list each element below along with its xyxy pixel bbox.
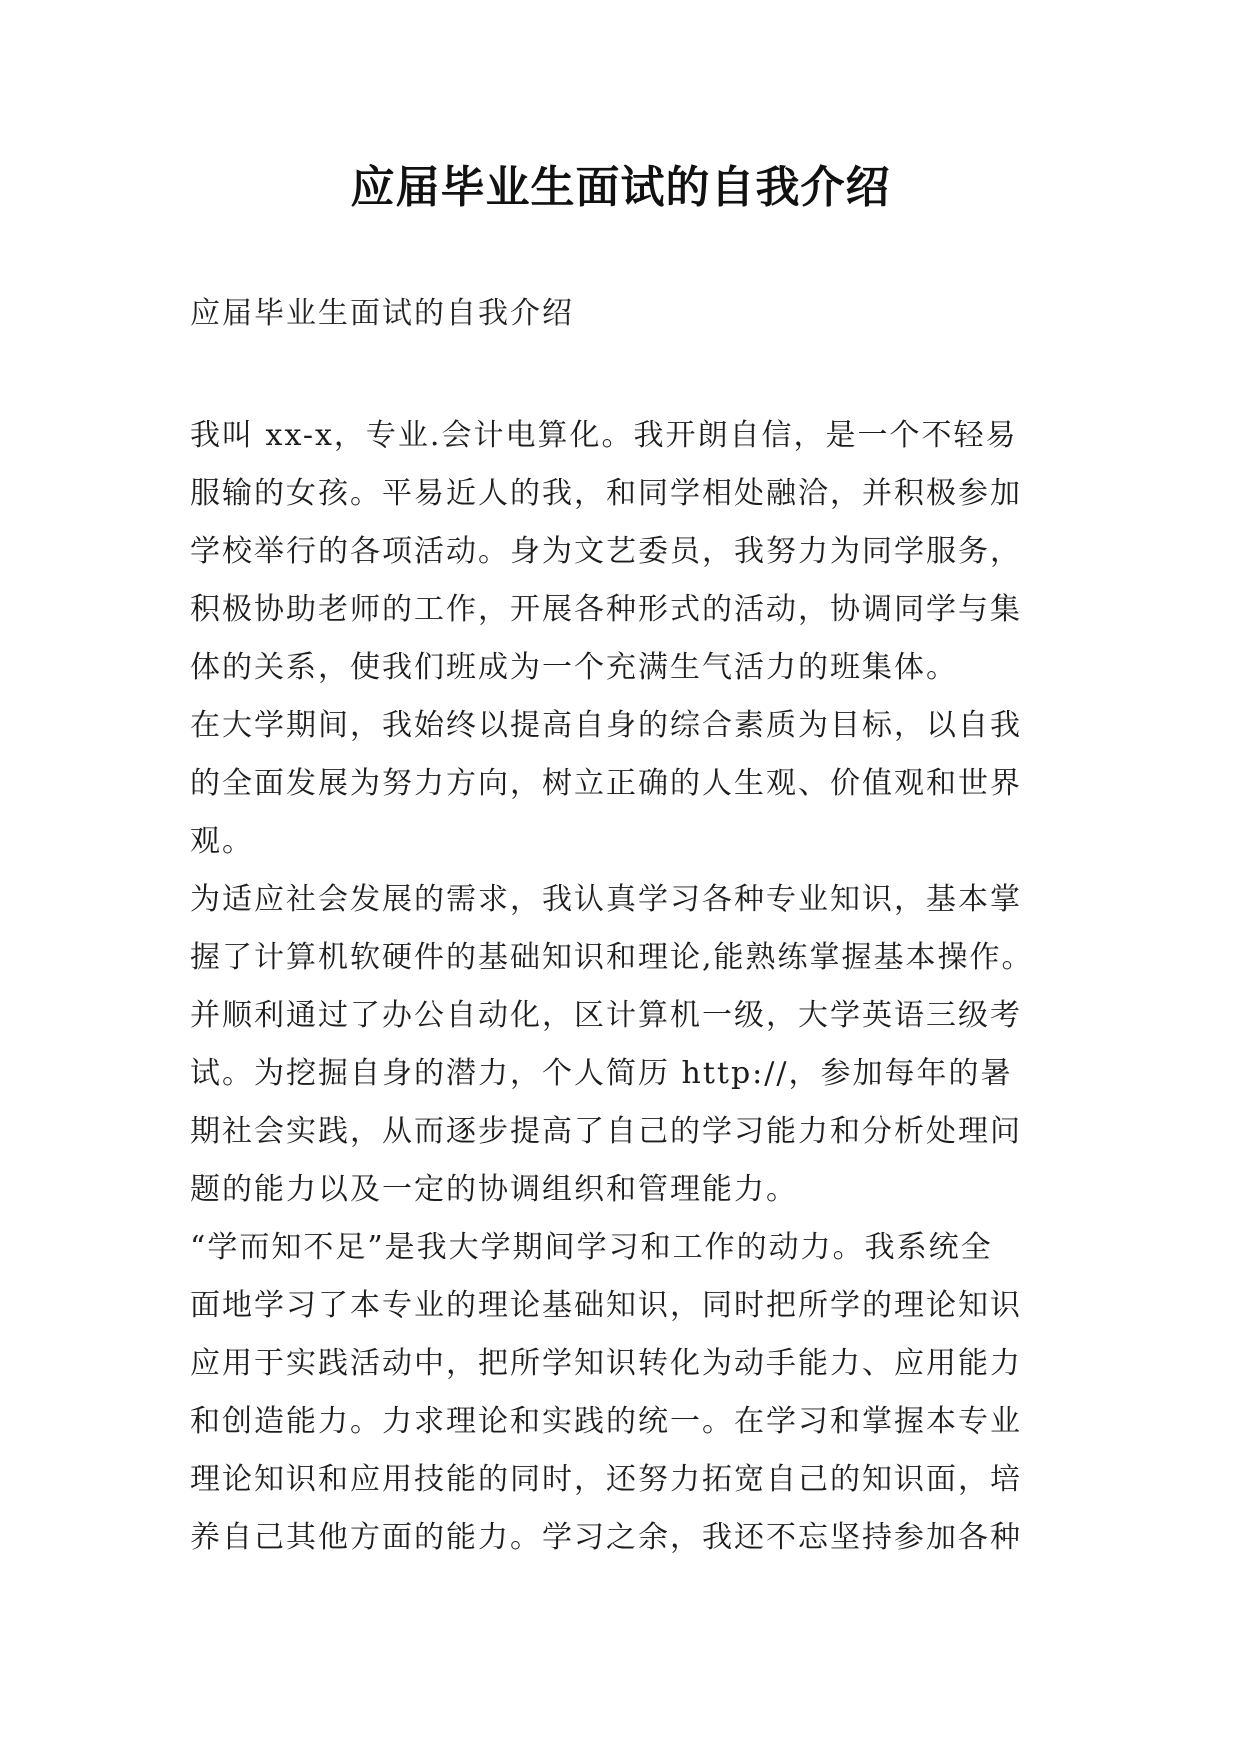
text-line: 在大学期间，我始终以提高自身的综合素质为目标，以自我 <box>190 708 1022 743</box>
text-line: 为适应社会发展的需求，我认真学习各种专业知识，基本掌 <box>190 882 1022 917</box>
text-line: 的全面发展为努力方向，树立正确的人生观、价值观和世界 <box>190 766 1022 801</box>
text-line: 服输的女孩。平易近人的我，和同学相处融洽，并积极参加 <box>190 476 1022 511</box>
text-line: 并顺利通过了办公自动化，区计算机一级，大学英语三级考 <box>190 998 1022 1033</box>
paragraph-skills <box>190 871 1070 1219</box>
document-title: 应届毕业生面试的自我介绍 <box>350 162 891 213</box>
text-line: 学校举行的各项活动。身为文艺委员，我努力为同学服务， <box>190 534 1022 569</box>
text-line: 体的关系，使我们班成为一个充满生气活力的班集体。 <box>190 650 958 685</box>
text-line: 握了计算机软硬件的基础知识和理论,能熟练掌握基本操作。 <box>190 940 1034 975</box>
text-line: 期社会实践，从而逐步提高了自己的学习能力和分析处理问 <box>190 1114 1022 1149</box>
document-body <box>190 407 1070 1567</box>
text-line: 观。 <box>190 824 254 859</box>
text-line: 积极协助老师的工作，开展各种形式的活动，协调同学与集 <box>190 592 1022 627</box>
document-subtitle: 应届毕业生面试的自我介绍 <box>190 296 574 331</box>
text-line: 面地学习了本专业的理论基础知识，同时把所学的理论知识 <box>190 1288 1022 1323</box>
paragraph-study <box>190 1219 1070 1567</box>
text-line: 和创造能力。力求理论和实践的统一。在学习和掌握本专业 <box>190 1404 1022 1439</box>
text-line: 试。为挖掘自身的潜力，个人简历 http://，参加每年的暑 <box>190 1056 1013 1091</box>
text-line: 题的能力以及一定的协调组织和管理能力。 <box>190 1172 798 1207</box>
text-line: 应用于实践活动中，把所学知识转化为动手能力、应用能力 <box>190 1346 1022 1381</box>
text-line: 我叫 xx-x，专业.会计电算化。我开朗自信，是一个不轻易 <box>190 418 1018 453</box>
paragraph-intro <box>190 407 1070 697</box>
text-line: 理论知识和应用技能的同时，还努力拓宽自己的知识面，培 <box>190 1462 1022 1497</box>
text-line: 养自己其他方面的能力。学习之余，我还不忘坚持参加各种 <box>190 1520 1022 1555</box>
paragraph-university <box>190 697 1070 871</box>
text-line: “学而知不足”是我大学期间学习和工作的动力。我系统全 <box>190 1230 993 1265</box>
